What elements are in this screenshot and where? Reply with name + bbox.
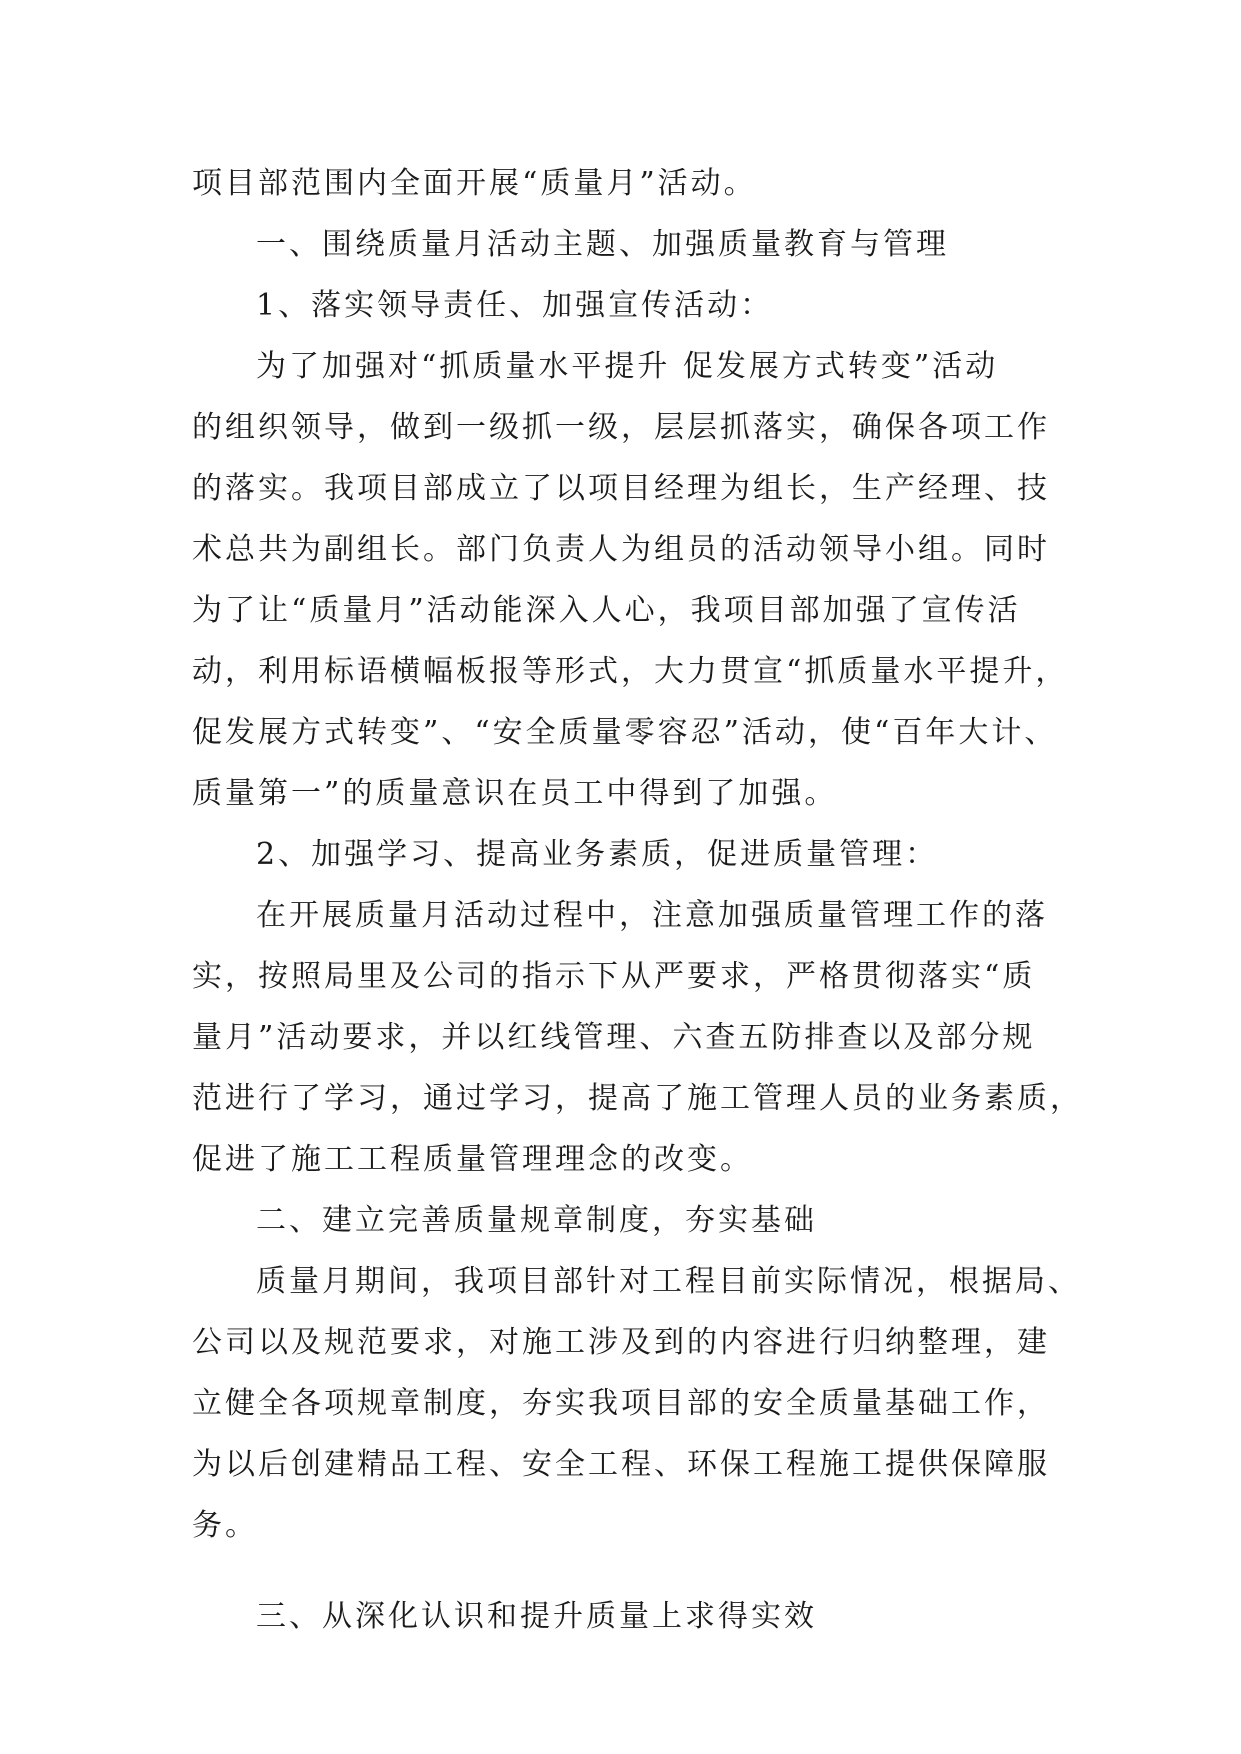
text-line: 务。 [192, 1508, 258, 1543]
text-line: 公司以及规范要求，对施工涉及到的内容进行归纳整理，建 [192, 1325, 1050, 1360]
section-heading: 三、从深化认识和提升质量上求得实效 [256, 1599, 817, 1634]
section-heading: 一、围绕质量月活动主题、加强质量教育与管理 [256, 227, 949, 262]
text-line: 动，利用标语横幅板报等形式，大力贯宣“抓质量水平提升， [192, 654, 1069, 689]
text-line: 术总共为副组长。部门负责人为组员的活动领导小组。同时 [192, 532, 1050, 567]
text-line: 立健全各项规章制度，夯实我项目部的安全质量基础工作， [192, 1386, 1050, 1421]
text-line: 范进行了学习，通过学习，提高了施工管理人员的业务素质， [192, 1081, 1083, 1116]
text-line: 促进了施工工程质量管理理念的改变。 [192, 1142, 753, 1177]
text-line: 为了让“质量月”活动能深入人心，我项目部加强了宣传活 [192, 593, 1021, 628]
subsection-heading: 1、落实领导责任、加强宣传活动： [256, 288, 774, 323]
section-heading: 二、建立完善质量规章制度，夯实基础 [256, 1203, 817, 1238]
text-line: 在开展质量月活动过程中，注意加强质量管理工作的落 [256, 898, 1048, 933]
text-line: 实，按照局里及公司的指示下从严要求，严格贯彻落实“质 [192, 959, 1036, 994]
text-line: 项目部范围内全面开展“质量月”活动。 [192, 166, 757, 201]
text-line: 的组织领导，做到一级抓一级，层层抓落实，确保各项工作 [192, 410, 1050, 445]
text-line: 量月”活动要求，并以红线管理、六查五防排查以及部分规 [192, 1020, 1036, 1055]
subsection-heading: 2、加强学习、提高业务素质，促进质量管理： [256, 837, 939, 872]
text-line: 为以后创建精品工程、安全工程、环保工程施工提供保障服 [192, 1447, 1050, 1482]
text-line: 为了加强对“抓质量水平提升 促发展方式转变”活动 [256, 349, 999, 384]
text-line: 质量第一”的质量意识在员工中得到了加强。 [192, 776, 838, 811]
text-line: 促发展方式转变”、“安全质量零容忍”活动，使“百年大计、 [192, 715, 1058, 750]
document-body [192, 153, 1083, 1647]
text-line: 质量月期间，我项目部针对工程目前实际情况，根据局、 [256, 1264, 1081, 1299]
text-line: 的落实。我项目部成立了以项目经理为组长，生产经理、技 [192, 471, 1050, 506]
